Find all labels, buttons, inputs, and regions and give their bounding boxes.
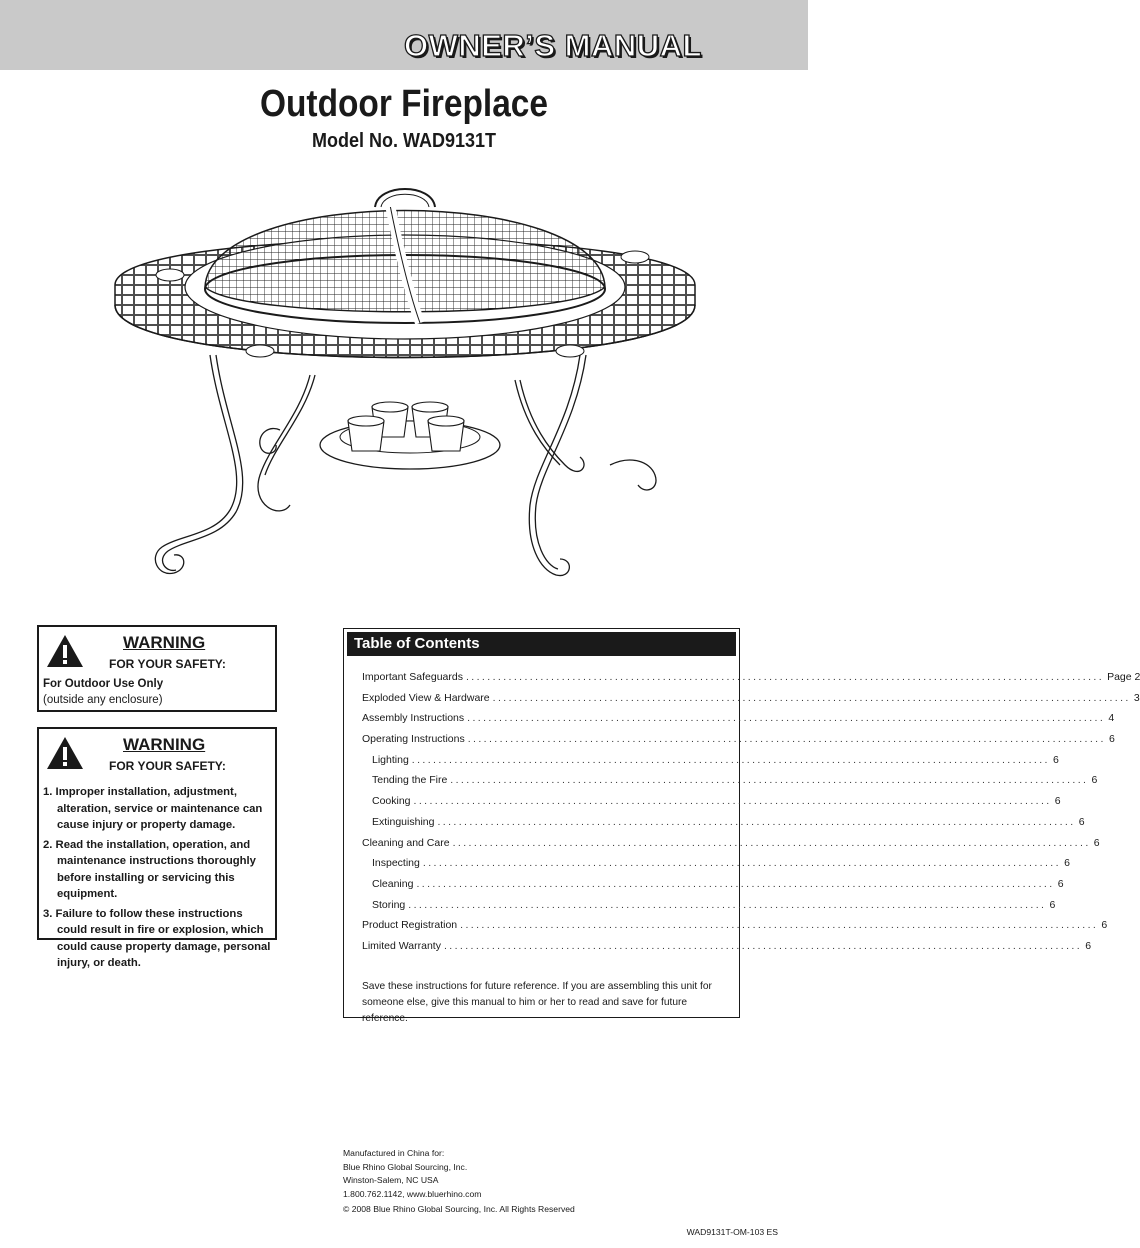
product-title: Outdoor Fireplace (259, 83, 549, 125)
toc-entry-page: 6 (1054, 795, 1061, 808)
toc-entry[interactable] (362, 712, 1115, 733)
toc-leader-dots: ........................................................................................................................ (460, 919, 1099, 932)
toc-entry-page: 6 (1064, 857, 1070, 870)
toc-leader-dots: ........................................................................................................................ (422, 857, 1061, 870)
toc-entry-page: 6 (1108, 733, 1115, 746)
warning-box-outdoor-use (37, 625, 277, 712)
toc-entry-label: Cooking (372, 795, 411, 808)
toc-note: Save these instructions for future reference. If you are assembling this unit for someone else, give this manual to him or her to read and save for future reference. (362, 981, 712, 1024)
mfg-line: Manufactured in China for: (343, 1148, 445, 1158)
warning-heading: WARNING (123, 735, 206, 754)
toc-entry[interactable] (362, 857, 1070, 878)
toc-entry-label: Exploded View & Hardware (362, 691, 490, 704)
warning-box-installation (37, 727, 277, 969)
warning-heading: WARNING (123, 633, 206, 652)
warning-list (43, 784, 275, 975)
warning-triangle-icon (45, 735, 85, 771)
toc-entry-page: Page 2 (1107, 671, 1140, 683)
toc-leader-dots: ........................................................................................................................ (416, 877, 1055, 890)
warning-triangle-icon (45, 633, 85, 669)
outdoor-use-line: For Outdoor Use Only (43, 678, 164, 690)
manufacturer-info (343, 1147, 481, 1201)
toc-entry-page: 4 (1108, 712, 1115, 725)
outdoor-enclosure-line: (outside any enclosure) (43, 694, 163, 706)
toc-entry[interactable] (362, 939, 1092, 961)
toc-entry-label: Cleaning (372, 877, 414, 890)
toc-leader-dots: ........................................................................................................................ (450, 774, 1089, 787)
toc-entry-label: Extinguishing (372, 815, 435, 828)
toc-leader-dots: ........................................................................................................................ (467, 733, 1106, 746)
toc-entry-label: Storing (372, 898, 406, 911)
toc-leader-dots: ........................................................................................................................ (467, 712, 1106, 725)
warning-item: 1. Improper installation, adjustment, alteration, service or maintenance can cause injury or property damage. (43, 786, 263, 831)
model-number: Model No. WAD9131T (311, 130, 497, 152)
toc-entry[interactable] (362, 836, 1100, 858)
toc-leader-dots: ........................................................................................................................ (413, 795, 1052, 808)
toc-entry-label: Inspecting (372, 857, 420, 870)
warning-item: 3. Failure to follow these instructions could result in fire or explosion, which could cause property damage, personal injury, or death. (43, 907, 271, 969)
toc-entry-page: 3 (1133, 691, 1140, 704)
toc-entry[interactable] (362, 753, 1059, 775)
toc-entry-label: Limited Warranty (362, 939, 441, 952)
toc-entry[interactable] (362, 774, 1098, 795)
mfg-line: Blue Rhino Global Sourcing, Inc. (343, 1161, 468, 1172)
warning-subheading: FOR YOUR SAFETY: (109, 657, 226, 671)
toc-entry-page: 6 (1093, 836, 1100, 849)
warning-item: 2. Read the installation, operation, and maintenance instructions thoroughly before installing or servicing this equipment. (43, 838, 256, 900)
toc-title: Table of Contents (347, 632, 736, 656)
toc-leader-dots: ........................................................................................................................ (465, 671, 1105, 683)
toc-entry-page: 6 (1053, 753, 1059, 766)
toc-leader-dots: ........................................................................................................................ (452, 836, 1091, 849)
toc-entry-label: Lighting (372, 753, 409, 766)
document-id: WAD9131T-OM-103 ES (686, 1227, 778, 1237)
toc-entry-page: 6 (1085, 939, 1092, 952)
toc-entry-label: Tending the Fire (372, 774, 448, 787)
toc-entry-page: 6 (1101, 919, 1108, 932)
toc-entry[interactable] (362, 877, 1064, 899)
toc-entry[interactable] (362, 815, 1085, 837)
toc-entry-label: Assembly Instructions (362, 712, 465, 725)
toc-entry[interactable] (362, 733, 1115, 754)
toc-entry-label: Product Registration (362, 919, 458, 932)
toc-entry-label: Important Safeguards (362, 671, 463, 683)
owners-manual-heading: OWNER’S MANUAL (403, 28, 702, 63)
toc-leader-dots: ........................................................................................................................ (411, 753, 1050, 766)
toc-entry[interactable] (362, 795, 1061, 816)
copyright: © 2008 Blue Rhino Global Sourcing, Inc. All Rights Reserved (343, 1204, 575, 1214)
mfg-line: Winston-Salem, NC USA (343, 1175, 439, 1186)
toc-leader-dots: ........................................................................................................................ (443, 939, 1083, 952)
toc-entry[interactable] (362, 691, 1140, 713)
toc-entry-label: Cleaning and Care (362, 836, 450, 849)
toc-leader-dots: ........................................................................................................................ (437, 815, 1076, 828)
table-of-contents (343, 628, 1140, 1024)
toc-entry-page: 6 (1078, 815, 1085, 828)
toc-leader-dots: ........................................................................................................................ (408, 898, 1047, 911)
toc-entry[interactable] (362, 919, 1108, 940)
toc-entry-page: 6 (1057, 877, 1064, 890)
fire-pit-illustration (110, 175, 700, 620)
toc-entry[interactable] (362, 898, 1056, 920)
toc-leader-dots: ........................................................................................................................ (492, 691, 1131, 704)
toc-entry-label: Operating Instructions (362, 733, 465, 746)
toc-entry-page: 6 (1091, 774, 1098, 787)
warning-subheading: FOR YOUR SAFETY: (109, 759, 226, 773)
toc-list (362, 671, 1140, 961)
mfg-contact-link[interactable]: 1.800.762.1142, www.bluerhino.com (343, 1188, 482, 1199)
toc-entry-page: 6 (1049, 898, 1056, 911)
toc-entry[interactable] (362, 671, 1140, 692)
